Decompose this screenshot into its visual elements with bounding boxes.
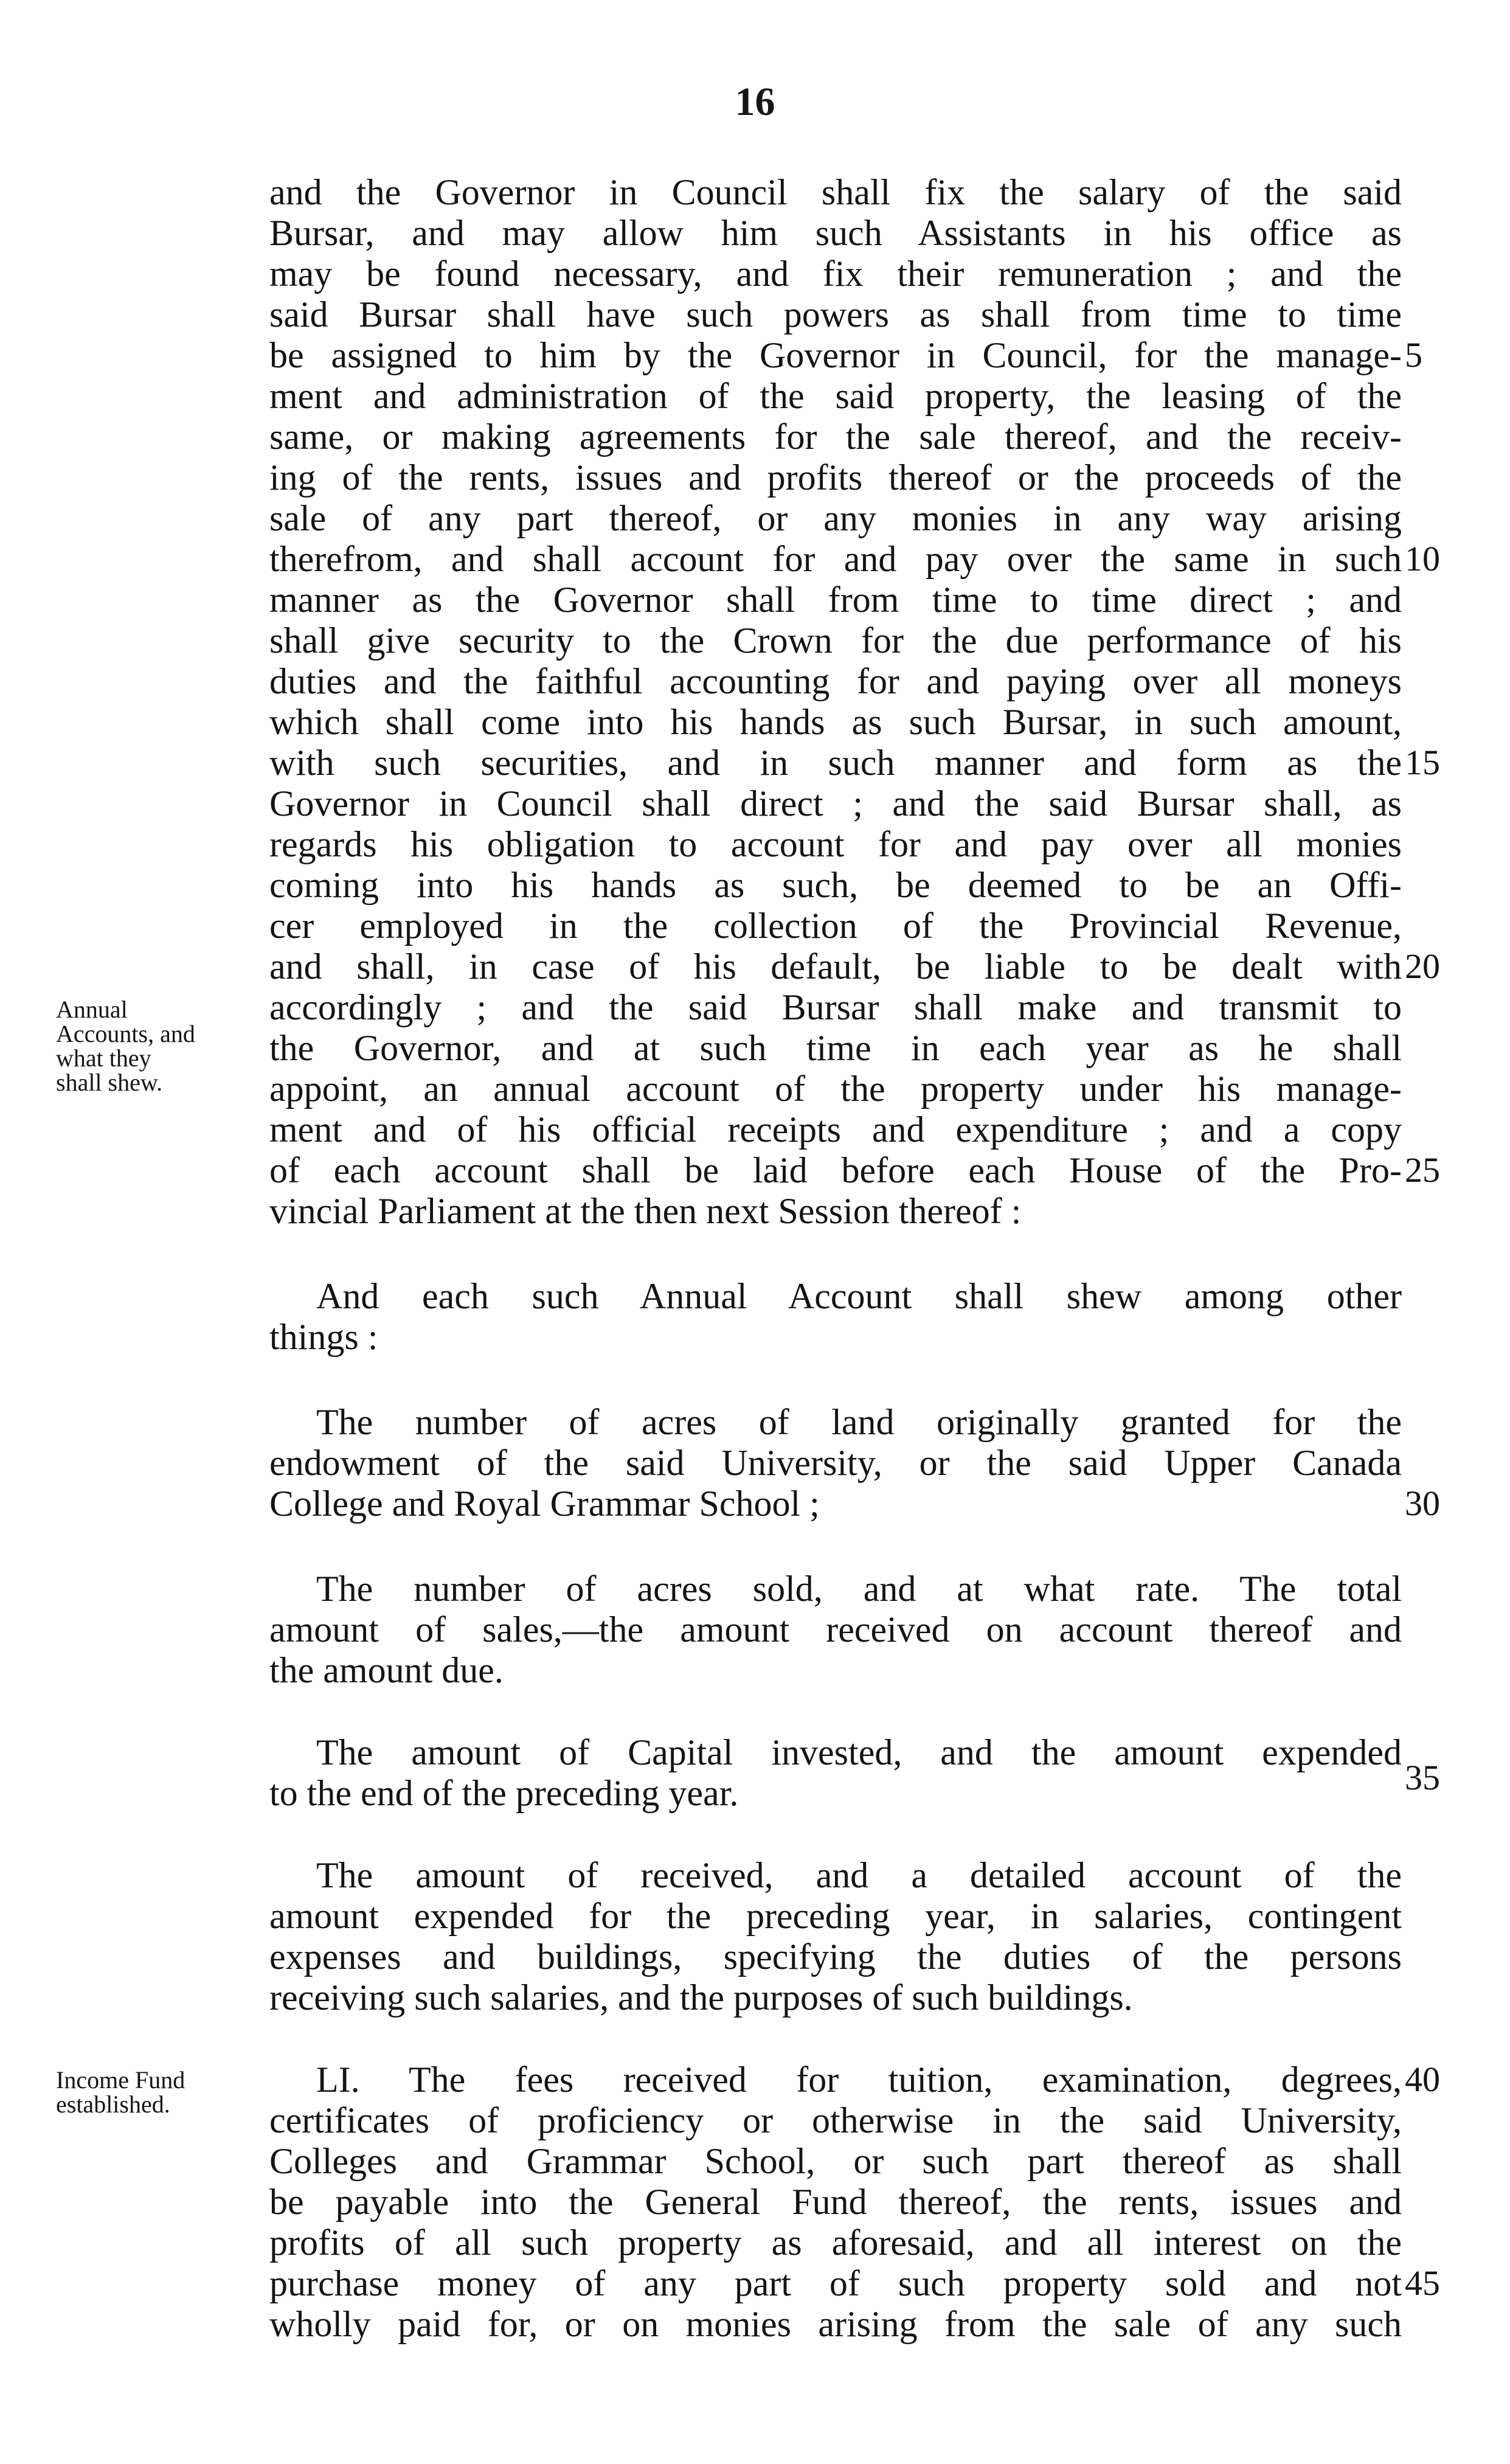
text-line: coming into his hands as such, be deemed to be an Offi-	[269, 865, 1402, 905]
text-line: purchase money of any part of such property sold and not	[269, 2263, 1402, 2303]
text-line: Governor in Council shall direct ; and the said Bursar shall, as	[269, 783, 1402, 824]
text-line: the Governor, and at such time in each year as he shall	[269, 1028, 1402, 1068]
line-number: 15	[1405, 743, 1440, 782]
text-line: to the end of the preceding year.	[269, 1773, 739, 1813]
text-line: and the Governor in Council shall fix the salary of the said	[269, 172, 1402, 212]
text-line: The number of acres sold, and at what rate. The total	[316, 1569, 1402, 1609]
line-number: 20	[1405, 946, 1440, 986]
margin-note-annual-accounts	[56, 998, 263, 1095]
margin-note-line: shall shew.	[56, 1069, 163, 1096]
margin-note-income-fund	[56, 2068, 263, 2117]
text-line: sale of any part thereof, or any monies in any way arising	[269, 498, 1402, 538]
text-line: The amount of received, and a detailed account of the	[316, 1855, 1402, 1895]
text-line: receiving such salaries, and the purposes of such buildings.	[269, 1977, 1133, 2018]
text-line: The amount of Capital invested, and the amount expended	[316, 1732, 1402, 1772]
text-line: certificates of proficiency or otherwise in the said University,	[269, 2100, 1402, 2140]
text-line: therefrom, and shall account for and pay over the same in such	[269, 539, 1402, 579]
text-line: appoint, an annual account of the property under his manage-	[269, 1069, 1402, 1109]
margin-note-line: what they	[56, 1044, 151, 1072]
text-line: with such securities, and in such manner and form as the	[269, 743, 1402, 783]
text-line: duties and the faithful accounting for and paying over all moneys	[269, 661, 1402, 701]
text-line: cer employed in the collection of the Provincial Revenue,	[269, 906, 1402, 946]
line-number: 45	[1405, 2263, 1440, 2303]
text-line: be payable into the General Fund thereof, the rents, issues and	[269, 2182, 1402, 2222]
text-line: things :	[269, 1317, 378, 1357]
text-line: LI. The fees received for tuition, examination, degrees,	[316, 2060, 1402, 2100]
margin-note-line: Accounts, and	[56, 1020, 195, 1047]
text-line: ment and administration of the said property, the leasing of the	[269, 376, 1402, 416]
text-line: be assigned to him by the Governor in Council, for the manage-	[269, 335, 1402, 375]
text-line: ing of the rents, issues and profits thereof or the proceeds of the	[269, 457, 1402, 498]
text-line: same, or making agreements for the sale thereof, and the receiv-	[269, 417, 1402, 457]
text-line: accordingly ; and the said Bursar shall make and transmit to	[269, 987, 1402, 1027]
text-line: vincial Parliament at the then next Session thereof :	[269, 1191, 1022, 1231]
line-number: 10	[1405, 539, 1440, 578]
text-line: shall give security to the Crown for the due performance of his	[269, 620, 1402, 661]
text-line: amount of sales,—the amount received on account thereof and	[269, 1609, 1402, 1650]
text-line: said Bursar shall have such powers as shall from time to time	[269, 294, 1402, 335]
text-line: Colleges and Grammar School, or such part thereof as shall	[269, 2141, 1402, 2181]
line-number: 25	[1405, 1150, 1440, 1190]
text-line: profits of all such property as aforesaid, and all interest on the	[269, 2223, 1402, 2263]
line-number: 40	[1405, 2060, 1440, 2099]
text-line: ment and of his official receipts and expenditure ; and a copy	[269, 1109, 1402, 1150]
text-line: manner as the Governor shall from time to time direct ; and	[269, 580, 1402, 620]
line-number: 30	[1405, 1484, 1440, 1523]
text-line: the amount due.	[269, 1650, 504, 1690]
text-line: amount expended for the preceding year, in salaries, contingent	[269, 1896, 1402, 1936]
text-line: may be found necessary, and fix their remuneration ; and the	[269, 254, 1402, 294]
line-number: 35	[1405, 1758, 1440, 1797]
text-line: endowment of the said University, or the said Upper Canada	[269, 1443, 1402, 1483]
text-line: which shall come into his hands as such Bursar, in such amount,	[269, 702, 1402, 742]
text-line: And each such Annual Account shall shew among other	[316, 1276, 1402, 1316]
text-line: Bursar, and may allow him such Assistants in his office as	[269, 213, 1402, 253]
text-line: regards his obligation to account for and pay over all monies	[269, 824, 1402, 864]
text-line: of each account shall be laid before each House of the Pro-	[269, 1150, 1402, 1190]
text-line: and shall, in case of his default, be liable to be dealt with	[269, 946, 1402, 987]
page-number: 16	[735, 80, 775, 124]
text-line: wholly paid for, or on monies arising from the sale of any such	[269, 2304, 1402, 2344]
text-line: College and Royal Grammar School ;	[269, 1484, 820, 1524]
text-line: expenses and buildings, specifying the duties of the persons	[269, 1937, 1402, 1977]
margin-note-line: Annual	[56, 996, 128, 1023]
margin-note-line: Income Fund	[56, 2066, 185, 2094]
text-line: The number of acres of land originally granted for the	[316, 1402, 1402, 1442]
margin-note-line: established.	[56, 2091, 170, 2118]
line-number: 5	[1405, 335, 1422, 375]
